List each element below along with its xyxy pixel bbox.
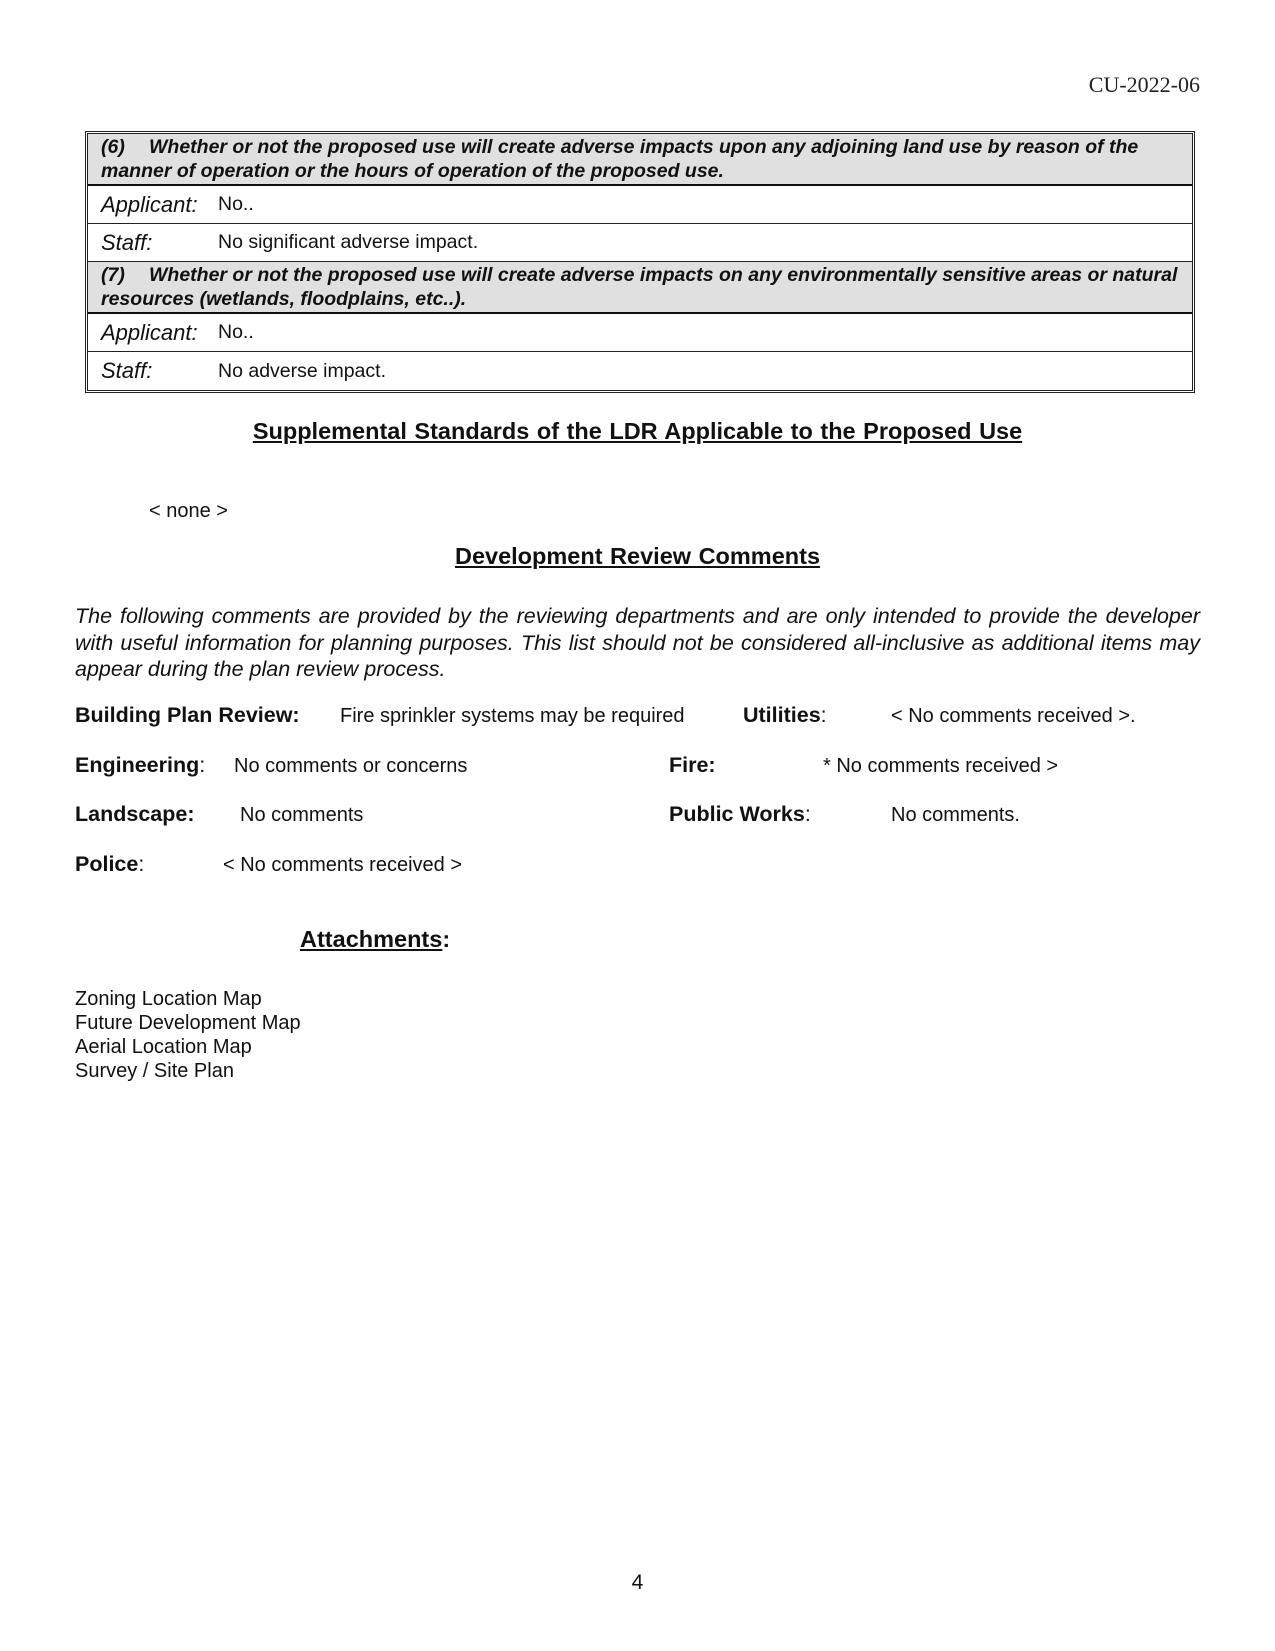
attachments-heading-text: Attachments xyxy=(300,926,443,952)
attachment-item: Future Development Map xyxy=(75,1012,301,1034)
criterion-7-text: Whether or not the proposed use will create adverse impacts on any environmentally sensitive areas or natural resources (wetlands, floodplains, etc..). xyxy=(101,264,1178,310)
staff-response: No adverse impact. xyxy=(218,359,386,382)
attachment-item: Survey / Site Plan xyxy=(75,1060,234,1082)
police-label-text: Police xyxy=(75,852,139,876)
page-number: 4 xyxy=(631,1571,644,1594)
criterion-7-number: (7) xyxy=(101,264,125,286)
criterion-6-staff-row xyxy=(88,224,1192,262)
applicant-response: No.. xyxy=(218,193,254,215)
engineering-label-text: Engineering xyxy=(75,753,200,777)
criterion-6-question xyxy=(88,134,1192,186)
building-review-label: Building Plan Review: xyxy=(75,703,300,727)
criterion-6-text: Whether or not the proposed use will create adverse impacts upon any adjoining land use by reason of the manner of operation or the hours of operation of the proposed use. xyxy=(101,136,1139,182)
utilities-label: Utilities: xyxy=(743,703,827,727)
criterion-7-applicant-row xyxy=(88,314,1192,352)
attachment-item: Aerial Location Map xyxy=(75,1036,252,1058)
fire-value: * No comments received > xyxy=(823,755,1059,777)
criterion-6-applicant-row xyxy=(88,186,1192,224)
public-works-label-text: Public Works xyxy=(669,802,805,826)
public-works-value: No comments. xyxy=(891,804,1020,826)
applicant-label: Applicant: xyxy=(101,319,198,345)
applicant-label: Applicant: xyxy=(101,191,198,217)
criterion-7-staff-row xyxy=(88,352,1192,390)
landscape-value: No comments xyxy=(240,804,364,826)
attachments-heading: Attachments: xyxy=(300,926,451,952)
supplemental-heading: Supplemental Standards of the LDR Applicable to the Proposed Use xyxy=(252,418,1023,444)
review-intro: The following comments are provided by the reviewing departments and are only intended to provide the developer with useful information for planning purposes. This list should not be considered all-inclusive as additional items may appear during the plan review process. xyxy=(75,604,1200,681)
utilities-value: < No comments received >. xyxy=(891,705,1136,727)
police-label: Police: xyxy=(75,852,145,876)
utilities-label-text: Utilities xyxy=(743,703,821,727)
staff-label: Staff: xyxy=(101,358,153,383)
fire-label: Fire: xyxy=(669,753,716,777)
police-value: < No comments received > xyxy=(223,854,462,876)
supplemental-content: < none > xyxy=(149,500,228,522)
staff-label: Staff: xyxy=(101,229,153,255)
applicant-response: No.. xyxy=(218,321,254,343)
criteria-table xyxy=(85,131,1195,393)
criterion-6-number: (6) xyxy=(101,136,125,158)
engineering-label: Engineering: xyxy=(75,753,206,777)
case-number: CU-2022-06 xyxy=(1088,72,1200,97)
public-works-label: Public Works: xyxy=(669,802,811,826)
building-review-value: Fire sprinkler systems may be required xyxy=(340,705,685,727)
attachments-list xyxy=(75,987,301,1083)
engineering-value: No comments or concerns xyxy=(234,755,468,777)
criterion-7-question xyxy=(88,262,1192,314)
staff-response: No significant adverse impact. xyxy=(218,231,479,253)
review-heading: Development Review Comments xyxy=(454,543,821,569)
landscape-label: Landscape: xyxy=(75,802,195,826)
attachment-item: Zoning Location Map xyxy=(75,988,262,1010)
